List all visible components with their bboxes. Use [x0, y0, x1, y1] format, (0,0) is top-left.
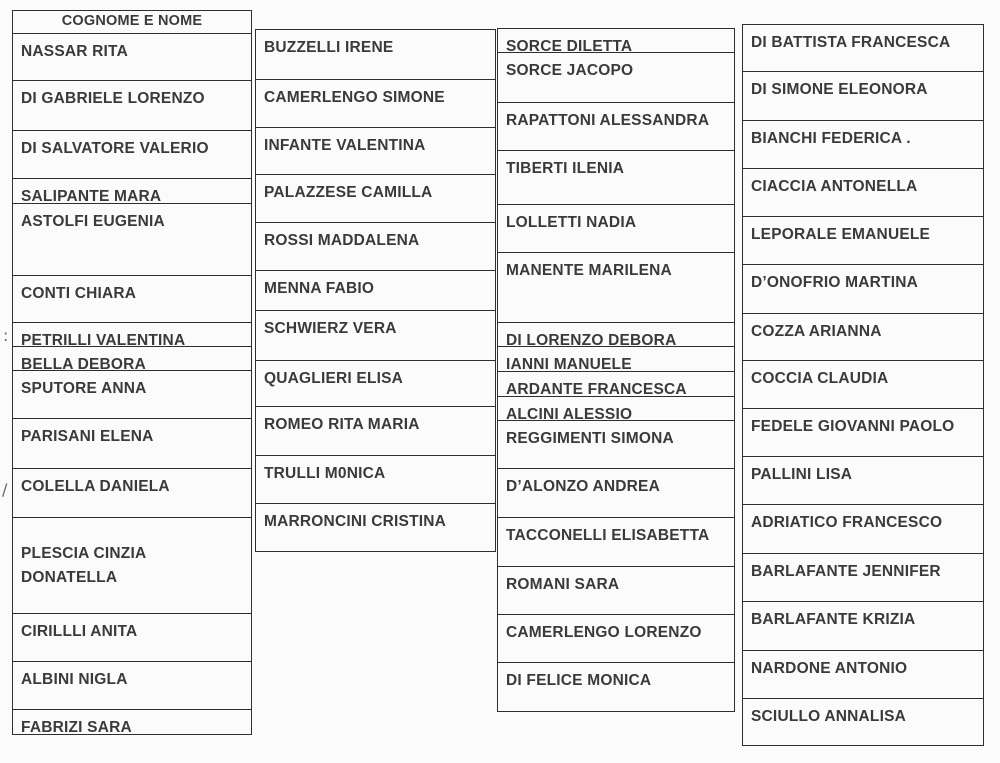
- person-name: BUZZELLI IRENE: [264, 39, 394, 56]
- person-name: ADRIATICO FRANCESCO: [751, 514, 943, 531]
- table-row: [498, 614, 734, 662]
- person-name: FABRIZI SARA: [21, 719, 132, 736]
- person-name: ARDANTE FRANCESCA: [506, 381, 687, 398]
- person-name: TACCONELLI ELISABETTA: [506, 527, 710, 544]
- table-row: [498, 102, 734, 150]
- person-name: TRULLI M0NICA: [264, 465, 386, 482]
- table-row: [743, 264, 983, 313]
- table-row: [498, 371, 734, 396]
- person-name: FEDELE GIOVANNI PAOLO: [751, 418, 955, 435]
- person-name: BARLAFANTE JENNIFER: [751, 563, 941, 580]
- table-row: [256, 406, 495, 455]
- table-row: [256, 455, 495, 503]
- stray-mark-slash: /: [2, 480, 8, 499]
- table-row: [498, 28, 734, 55]
- person-name: DI BATTISTA FRANCESCA: [751, 34, 951, 51]
- table-row: [13, 346, 251, 373]
- table-row: [743, 456, 983, 504]
- table-row: [743, 504, 983, 553]
- table-row: [256, 310, 495, 360]
- table-row: [743, 698, 983, 746]
- person-name: PARISANI ELENA: [21, 428, 154, 445]
- table-row: [13, 130, 251, 178]
- table-row: [743, 360, 983, 408]
- table-row: [498, 204, 734, 252]
- person-name: COZZA ARIANNA: [751, 323, 882, 340]
- person-name: CONTI CHIARA: [21, 285, 137, 302]
- table-row: [743, 120, 983, 168]
- person-name: MARRONCINI CRISTINA: [264, 513, 447, 530]
- person-name: PLESCIA CINZIA DONATELLA: [21, 545, 146, 586]
- name-table-column-2: [255, 29, 496, 552]
- table-row: [498, 396, 734, 423]
- table-row: [13, 275, 251, 322]
- person-name: ALBINI NIGLA: [21, 671, 128, 688]
- table-row: [13, 178, 251, 203]
- person-name: RAPATTONI ALESSANDRA: [506, 112, 710, 129]
- table-row: [743, 313, 983, 360]
- table-row: [13, 661, 251, 709]
- person-name: TIBERTI ILENIA: [506, 160, 625, 177]
- table-row: [498, 252, 734, 322]
- table-row: [13, 370, 251, 418]
- person-name: MANENTE MARILENA: [506, 262, 672, 279]
- person-name: SORCE DILETTA: [506, 38, 633, 55]
- table-row: [743, 601, 983, 650]
- person-name: IANNI MANUELE: [506, 356, 632, 373]
- table-row: [256, 127, 495, 174]
- person-name: CIACCIA ANTONELLA: [751, 178, 918, 195]
- person-name: BIANCHI FEDERICA .: [751, 130, 911, 147]
- person-name: NASSAR RITA: [21, 43, 128, 60]
- table-row: [498, 468, 734, 517]
- table-row: [13, 80, 251, 130]
- person-name: DI FELICE MONICA: [506, 672, 652, 689]
- table-row: [743, 24, 983, 71]
- table-row: [256, 79, 495, 127]
- table-row: [13, 203, 251, 275]
- stray-mark-colon: :: [3, 326, 9, 345]
- table-row: [743, 168, 983, 216]
- person-name: SCHWIERZ VERA: [264, 320, 397, 337]
- table-row: [498, 566, 734, 614]
- person-name: PETRILLI VALENTINA: [21, 332, 186, 349]
- table-row: [498, 420, 734, 468]
- person-name: D’ALONZO ANDREA: [506, 478, 660, 495]
- person-name: BELLA DEBORA: [21, 356, 146, 373]
- table-header: [13, 10, 251, 33]
- table-row: [256, 222, 495, 270]
- table-row: [743, 71, 983, 120]
- person-name: CIRILLLI ANITA: [21, 623, 138, 640]
- person-name: DI SALVATORE VALERIO: [21, 140, 209, 157]
- person-name: CAMERLENGO LORENZO: [506, 624, 702, 641]
- table-row: [498, 322, 734, 349]
- person-name: SALIPANTE MARA: [21, 188, 162, 205]
- person-name: MENNA FABIO: [264, 280, 375, 297]
- person-name: PALLINI LISA: [751, 466, 853, 483]
- name-table-column-4: [742, 24, 984, 746]
- table-row: [256, 174, 495, 222]
- person-name: DI SIMONE ELEONORA: [751, 81, 928, 98]
- person-name: LEPORALE EMANUELE: [751, 226, 931, 243]
- table-row: [13, 468, 251, 517]
- table-row: [498, 517, 734, 566]
- person-name: NARDONE ANTONIO: [751, 660, 908, 677]
- table-row: [498, 52, 734, 102]
- table-row: [743, 408, 983, 456]
- table-row: [256, 360, 495, 406]
- person-name: COCCIA CLAUDIA: [751, 370, 889, 387]
- person-name: SORCE JACOPO: [506, 62, 634, 79]
- person-name: D’ONOFRIO MARTINA: [751, 274, 918, 291]
- table-row: [13, 613, 251, 661]
- table-row: [256, 270, 495, 310]
- person-name: DI LORENZO DEBORA: [506, 332, 677, 349]
- table-row: [498, 150, 734, 204]
- table-row: [256, 29, 495, 79]
- person-name: SPUTORE ANNA: [21, 380, 147, 397]
- table-row: [256, 503, 495, 552]
- table-row: [13, 418, 251, 468]
- table-row: [13, 709, 251, 735]
- person-name: DI GABRIELE LORENZO: [21, 90, 205, 107]
- table-row: [743, 650, 983, 698]
- person-name: PALAZZESE CAMILLA: [264, 184, 433, 201]
- table-row: [498, 346, 734, 371]
- name-table-column-1: [12, 10, 252, 735]
- person-name: INFANTE VALENTINA: [264, 137, 426, 154]
- table-row: [743, 216, 983, 264]
- table-row: [13, 33, 251, 80]
- table-row: [13, 322, 251, 349]
- table-row: [13, 517, 251, 613]
- person-name: ROSSI MADDALENA: [264, 232, 420, 249]
- table-row: [498, 662, 734, 712]
- person-name: ALCINI ALESSIO: [506, 406, 633, 423]
- person-name: QUAGLIERI ELISA: [264, 370, 404, 387]
- table-row: [743, 553, 983, 601]
- person-name: LOLLETTI NADIA: [506, 214, 637, 231]
- person-name: COLELLA DANIELA: [21, 478, 170, 495]
- person-name: BARLAFANTE KRIZIA: [751, 611, 916, 628]
- person-name: ROMANI SARA: [506, 576, 620, 593]
- name-table-column-3: [497, 28, 735, 712]
- header-label: COGNOME E NOME: [61, 13, 203, 29]
- person-name: REGGIMENTI SIMONA: [506, 430, 674, 447]
- person-name: CAMERLENGO SIMONE: [264, 89, 445, 106]
- person-name: SCIULLO ANNALISA: [751, 708, 907, 725]
- person-name: ASTOLFI EUGENIA: [21, 213, 165, 230]
- person-name: ROMEO RITA MARIA: [264, 416, 420, 433]
